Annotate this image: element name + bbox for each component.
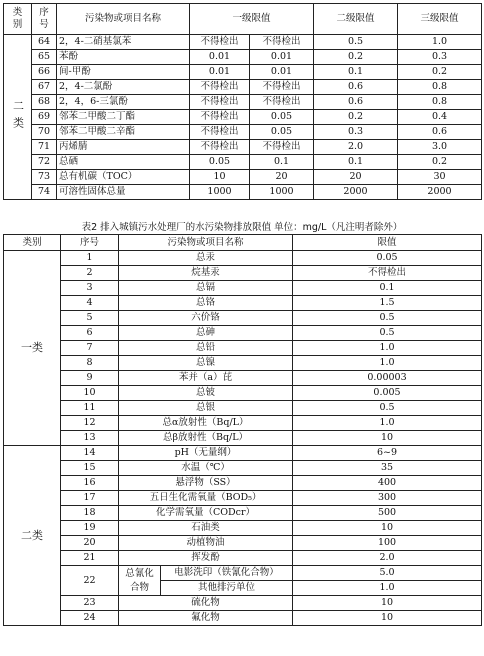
table-row: [4, 431, 482, 446]
table-row: [4, 296, 482, 311]
table-2: [3, 234, 482, 626]
grade1b-cell: 1000: [250, 185, 314, 200]
name-cell: 总铅: [119, 341, 293, 356]
category-cell: 二类: [4, 35, 32, 200]
limit-cell: 0.5: [293, 326, 482, 341]
seq-cell: 12: [61, 416, 119, 431]
table-row: [4, 155, 482, 170]
grade1a-cell: 不得检出: [190, 140, 250, 155]
name-cell: 总β放射性（Bq/L）: [119, 431, 293, 446]
name-cell: 五日生化需氧量（BOD₅）: [119, 491, 293, 506]
table-row: [4, 476, 482, 491]
table-row: [4, 551, 482, 566]
name-cell: 挥发酚: [119, 551, 293, 566]
limit-cell: 0.00003: [293, 371, 482, 386]
name-cell: 总银: [119, 401, 293, 416]
grade1a-cell: 0.01: [190, 50, 250, 65]
limit-cell: 2.0: [293, 551, 482, 566]
sub-name-cell: 其他排污单位: [161, 581, 293, 596]
table-row: [4, 140, 482, 155]
seq-cell: 23: [61, 596, 119, 611]
table-row: [4, 536, 482, 551]
table-row: [4, 170, 482, 185]
table-row: [4, 566, 482, 581]
grade2-cell: 0.2: [314, 50, 398, 65]
grade2-cell: 0.1: [314, 65, 398, 80]
category-cell: 一类: [4, 251, 61, 446]
name-cell: 氟化物: [119, 611, 293, 626]
name-cell: pH（无量纲）: [119, 446, 293, 461]
grade1b-cell: 0.1: [250, 155, 314, 170]
table-row: [4, 611, 482, 626]
grade1a-cell: 不得检出: [190, 110, 250, 125]
limit-cell: 0.5: [293, 311, 482, 326]
seq-cell: 74: [32, 185, 57, 200]
grade1a-cell: 不得检出: [190, 80, 250, 95]
table-row: [4, 416, 482, 431]
grade2-cell: 2.0: [314, 140, 398, 155]
seq-cell: 9: [61, 371, 119, 386]
table-row: [4, 251, 482, 266]
grade1a-cell: 1000: [190, 185, 250, 200]
grade3-cell: 0.3: [398, 50, 482, 65]
table-2-header-row: [4, 235, 482, 251]
table-row: [4, 446, 482, 461]
grade1a-cell: 不得检出: [190, 125, 250, 140]
seq-cell: 73: [32, 170, 57, 185]
header-seq: 序 号: [32, 4, 57, 35]
group-name-cell: 总氰化合物: [119, 566, 161, 596]
seq-cell: 20: [61, 536, 119, 551]
grade3-cell: 3.0: [398, 140, 482, 155]
table-row: [4, 506, 482, 521]
name-cell: 2，4，6-三氯酚: [57, 95, 190, 110]
name-cell: 水温（℃）: [119, 461, 293, 476]
grade2-cell: 0.6: [314, 80, 398, 95]
seq-cell: 72: [32, 155, 57, 170]
seq-cell: 24: [61, 611, 119, 626]
name-cell: 总α放射性（Bq/L）: [119, 416, 293, 431]
seq-cell: 68: [32, 95, 57, 110]
name-cell: 总有机碳（TOC）: [57, 170, 190, 185]
seq-cell: 69: [32, 110, 57, 125]
name-cell: 苯并（a）芘: [119, 371, 293, 386]
grade2-cell: 0.6: [314, 95, 398, 110]
seq-cell: 1: [61, 251, 119, 266]
seq-cell: 21: [61, 551, 119, 566]
grade3-cell: 1.0: [398, 35, 482, 50]
seq-cell: 14: [61, 446, 119, 461]
limit-cell: 1.0: [293, 356, 482, 371]
grade1b-cell: 20: [250, 170, 314, 185]
table-row: [4, 491, 482, 506]
grade1a-cell: 不得检出: [190, 95, 250, 110]
header-grade1: 一级限值: [190, 4, 314, 35]
table-row: [4, 95, 482, 110]
grade1b-cell: 0.05: [250, 125, 314, 140]
header-category: 类 别: [4, 4, 32, 35]
seq-cell: 13: [61, 431, 119, 446]
limit-cell: 10: [293, 611, 482, 626]
seq-cell: 66: [32, 65, 57, 80]
table-row: [4, 386, 482, 401]
name-cell: 总汞: [119, 251, 293, 266]
seq-cell: 70: [32, 125, 57, 140]
grade3-cell: 0.8: [398, 95, 482, 110]
table-row: [4, 356, 482, 371]
name-cell: 烷基汞: [119, 266, 293, 281]
limit-cell: 5.0: [293, 566, 482, 581]
seq-cell: 5: [61, 311, 119, 326]
seq-cell: 22: [61, 566, 119, 596]
seq-cell: 3: [61, 281, 119, 296]
table-row: [4, 35, 482, 50]
table-row: [4, 266, 482, 281]
table-row: [4, 341, 482, 356]
grade3-cell: 0.8: [398, 80, 482, 95]
name-cell: 间-甲酚: [57, 65, 190, 80]
grade3-cell: 0.2: [398, 65, 482, 80]
seq-cell: 15: [61, 461, 119, 476]
seq-cell: 17: [61, 491, 119, 506]
header-seq: 序号: [61, 235, 119, 251]
grade3-cell: 0.2: [398, 155, 482, 170]
grade3-cell: 2000: [398, 185, 482, 200]
table-1-header-row: [4, 4, 482, 35]
grade1b-cell: 0.01: [250, 50, 314, 65]
name-cell: 总镉: [119, 281, 293, 296]
seq-cell: 10: [61, 386, 119, 401]
name-cell: 总铍: [119, 386, 293, 401]
limit-cell: 0.05: [293, 251, 482, 266]
seq-cell: 18: [61, 506, 119, 521]
limit-cell: 500: [293, 506, 482, 521]
name-cell: 化学需氧量（CODcr）: [119, 506, 293, 521]
table-row: [4, 461, 482, 476]
grade1a-cell: 不得检出: [190, 35, 250, 50]
table-1: [3, 3, 482, 200]
table-row: [4, 371, 482, 386]
grade1a-cell: 0.01: [190, 65, 250, 80]
grade1b-cell: 0.05: [250, 110, 314, 125]
table-row: [4, 125, 482, 140]
grade3-cell: 0.6: [398, 125, 482, 140]
limit-cell: 0.5: [293, 401, 482, 416]
seq-cell: 2: [61, 266, 119, 281]
category-cell: 二类: [4, 446, 61, 626]
grade1b-cell: 不得检出: [250, 35, 314, 50]
header-name: 污染物或项目名称: [119, 235, 293, 251]
limit-cell: 10: [293, 596, 482, 611]
table-row: [4, 185, 482, 200]
seq-cell: 65: [32, 50, 57, 65]
seq-cell: 7: [61, 341, 119, 356]
limit-cell: 0.005: [293, 386, 482, 401]
limit-cell: 不得检出: [293, 266, 482, 281]
grade2-cell: 0.2: [314, 110, 398, 125]
limit-cell: 10: [293, 431, 482, 446]
seq-cell: 4: [61, 296, 119, 311]
name-cell: 2，4-二硝基氯苯: [57, 35, 190, 50]
grade3-cell: 30: [398, 170, 482, 185]
name-cell: 悬浮物（SS）: [119, 476, 293, 491]
sub-name-cell: 电影洗印（铁氰化合物）: [161, 566, 293, 581]
seq-cell: 8: [61, 356, 119, 371]
seq-cell: 19: [61, 521, 119, 536]
seq-cell: 6: [61, 326, 119, 341]
name-cell: 2，4-二氯酚: [57, 80, 190, 95]
header-name: 污染物或项目名称: [57, 4, 190, 35]
name-cell: 动植物油: [119, 536, 293, 551]
table-row: [4, 401, 482, 416]
header-category: 类别: [4, 235, 61, 251]
table-row: [4, 110, 482, 125]
table-row: [4, 281, 482, 296]
name-cell: 总砷: [119, 326, 293, 341]
grade1a-cell: 0.05: [190, 155, 250, 170]
table-row: [4, 521, 482, 536]
header-limit: 限值: [293, 235, 482, 251]
grade1a-cell: 10: [190, 170, 250, 185]
table-row: [4, 326, 482, 341]
name-cell: 丙烯腈: [57, 140, 190, 155]
grade2-cell: 20: [314, 170, 398, 185]
grade1b-cell: 0.01: [250, 65, 314, 80]
grade2-cell: 0.1: [314, 155, 398, 170]
table-row: [4, 65, 482, 80]
limit-cell: 6~9: [293, 446, 482, 461]
name-cell: 总铬: [119, 296, 293, 311]
seq-cell: 67: [32, 80, 57, 95]
seq-cell: 64: [32, 35, 57, 50]
name-cell: 可溶性固体总量: [57, 185, 190, 200]
name-cell: 六价铬: [119, 311, 293, 326]
grade1b-cell: 不得检出: [250, 95, 314, 110]
table-row: [4, 311, 482, 326]
name-cell: 总硒: [57, 155, 190, 170]
limit-cell: 300: [293, 491, 482, 506]
limit-cell: 1.0: [293, 416, 482, 431]
grade1b-cell: 不得检出: [250, 80, 314, 95]
header-grade3: 三级限值: [398, 4, 482, 35]
name-cell: 邻苯二甲酸二辛酯: [57, 125, 190, 140]
limit-cell: 400: [293, 476, 482, 491]
limit-cell: 100: [293, 536, 482, 551]
limit-cell: 1.5: [293, 296, 482, 311]
limit-cell: 0.1: [293, 281, 482, 296]
table-row: [4, 596, 482, 611]
table-2-caption: 表2 排入城镇污水处理厂的水污染物排放限值 单位：mg/L（凡注明者除外）: [81, 222, 403, 233]
name-cell: 硫化物: [119, 596, 293, 611]
grade3-cell: 0.4: [398, 110, 482, 125]
grade2-cell: 0.5: [314, 35, 398, 50]
grade2-cell: 2000: [314, 185, 398, 200]
seq-cell: 11: [61, 401, 119, 416]
header-grade2: 二级限值: [314, 4, 398, 35]
grade1b-cell: 不得检出: [250, 140, 314, 155]
name-cell: 总镍: [119, 356, 293, 371]
table-row: [4, 50, 482, 65]
name-cell: 石油类: [119, 521, 293, 536]
limit-cell: 1.0: [293, 341, 482, 356]
seq-cell: 16: [61, 476, 119, 491]
limit-cell: 10: [293, 521, 482, 536]
limit-cell: 35: [293, 461, 482, 476]
name-cell: 邻苯二甲酸二丁酯: [57, 110, 190, 125]
limit-cell: 1.0: [293, 581, 482, 596]
table-row: [4, 80, 482, 95]
grade2-cell: 0.3: [314, 125, 398, 140]
seq-cell: 71: [32, 140, 57, 155]
name-cell: 苯酚: [57, 50, 190, 65]
